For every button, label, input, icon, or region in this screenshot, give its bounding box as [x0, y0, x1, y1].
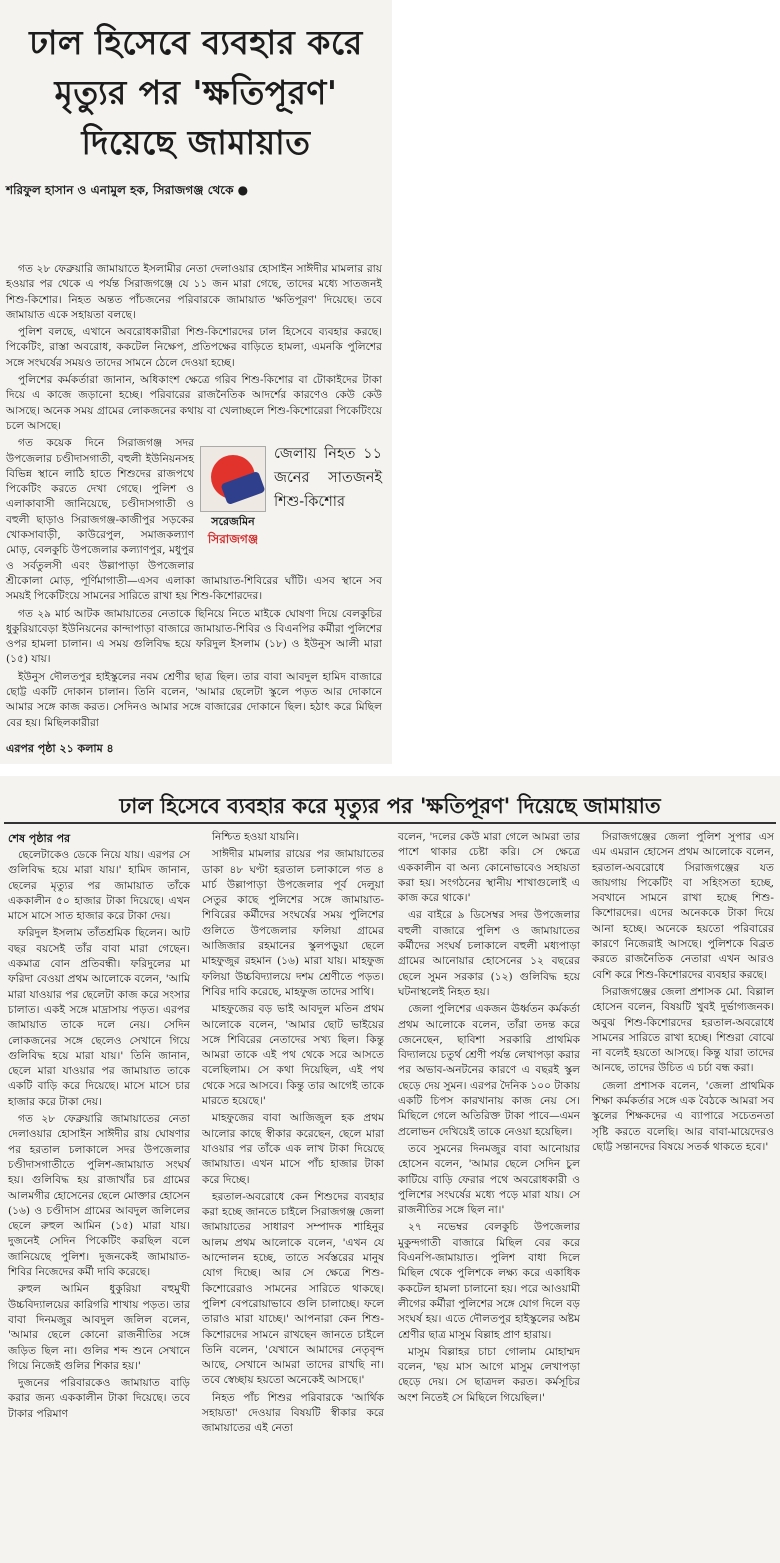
paragraph: নিশ্চিত হওয়া যায়নি। — [212, 831, 299, 843]
paragraph: দুজনের পরিবারকেও জামায়াত বাড়ি করার জন্য এককালীন টাকা দিয়েছে। তবে টাকার পরিমাণ — [8, 1377, 190, 1420]
paragraph: সিরাজগঞ্জের জেলা পুলিশ সুপার এস এম এমরান হোসেন প্রথম আলোকে বলেন, হরতাল-অবরোধে সিরাজগঞ্জের যত জায়গায় পিকেটিং বা সহিংসতা হচ্ছে, সবখানে সামনে রাখা হচ্ছে শিশু-কিশোরদের। এদের অনেককে টাকা দিয়ে আনা হচ্ছে। অনেকে হয়তো পরিবারের কারণে নিজেরাই আসছে। পুলিশকে বিব্রত করতে রাজনৈতিক নেতারা এখন আরও বেশি করে শিশু-কিশোরদের ব্যবহার করছে। — [592, 831, 774, 981]
continuation-headline: ঢাল হিসেবে ব্যবহার করে মৃত্যুর পর 'ক্ষতিপূরণ' দিয়েছে জামায়াত — [119, 793, 661, 818]
article-body — [6, 262, 382, 733]
column-2 — [202, 830, 384, 1439]
continued-from-label: শেষ পৃষ্ঠার পর — [8, 832, 71, 845]
paragraph: গত ২৮ ফেব্রুয়ারি জামায়াতে ইসলামীর নেতা দেলাওয়ার হোসাইন সাঈদীর মামলার রায় হওয়ার পর থেকে এ পর্যন্ত সিরাজগঞ্জে যে ১১ জন মারা গেছে, তাদের মধ্যে সাতজনই শিশু-কিশোর। নিহত অন্তত পাঁচজনের পরিবারকে জামায়াত 'ক্ষতিপূরণ' দিয়েছে। তবে জামায়াত একে সহায়তা বলছে। — [6, 263, 382, 321]
paragraph: পুলিশের কর্মকর্তারা জানান, অধিকাংশ ক্ষেত্রে গরিব শিশু-কিশোর বা টোকাইদের টাকা দিয়ে এ কাজে জড়ানো হচ্ছে। পরিবারের রাজনৈতিক আদর্শের কারণেও কেউ কেউ আসছে। অনেক সময় গ্রামের লোকজনের কথায় বা খেলাচ্ছলে শিশু-কিশোরেরা পিকেটিংয়ে চলে আসছে। — [6, 374, 382, 432]
paragraph: ২৭ নভেম্বর বেলকুচি উপজেলার মুকুন্দগাতী বাজারে মিছিল বের করে বিএনপি-জামায়াত। পুলিশ বাধা দিলে মিছিল থেকে পুলিশকে লক্ষ্য করে একাধিক ককটেল হামলা চালানো হয়। পরে আওয়ামী লীগের কর্মীরা পুলিশের সঙ্গে যোগ দিলে বড় সংঘর্ষ হয়। এতে দৌলতপুর হাইস্কুলের অষ্টম শ্রেণীর ছাত্র মাসুম বিল্লাহ প্রাণ হারায়। — [398, 1221, 580, 1341]
paragraph: পুলিশ বলছে, এখানে অবরোধকারীরা শিশু-কিশোরদের ঢাল হিসেবে ব্যবহার করছে। পিকেটিং, রাস্তা অবরোধ, ককটেল নিক্ষেপ, প্রতিপক্ষের বাড়িতে হামলা, এমনকি পুলিশের সঙ্গে সংঘর্ষের সময়ও তাদের সামনে ঠেলে দেওয়া হচ্ছে। — [6, 326, 382, 369]
paragraph: গত ২৯ মার্চ আটক জামায়াতের নেতাকে ছিনিয়ে নিতে মাইকে ঘোষণা দিয়ে বেলকুচির ধুকুরিয়াবেড়া ইউনিয়নের কান্দাপাড়া বাজারে জামায়াত-শিবির ও বিএনপির কর্মীরা পুলিশের ওপর হামলা চালান। এ সময় গুলিবিদ্ধ হয়ে ফরিদুল ইসলাম (১৮) ও ইউনুস আলী মারা (১৫) যায়। — [6, 607, 382, 666]
paragraph: সাঈদীর মামলার রায়ের পর জামায়াতের ডাকা ৪৮ ঘণ্টা হরতাল চলাকালে গত ৪ মার্চ উল্লাপাড়া উপজেলার পূর্ব দেলুয়া সেতুর কাছে পুলিশের সঙ্গে জামায়াত-শিবিরের কর্মীদের সংঘর্ষের সময় পুলিশের গুলিতে উপজেলার ফলিয়া গ্রামের আজিজার রহমানের স্কুলপড়ুয়া ছেলে মাহফুজুর রহমান (১৬) মারা যায়। মাহফুজ ফলিয়া উচ্চবিদ্যালয়ে দশম শ্রেণীতে পড়ত। শিবির দাবি করেছে, মাহফুজ তাদের সাথি। — [202, 848, 384, 998]
byline: শরিফুল হাসান ও এনামুল হক, সিরাজগঞ্জ থেকে ● — [6, 183, 249, 197]
divider — [4, 822, 776, 824]
paragraph: গত কয়েক দিনে সিরাজগঞ্জ সদর উপজেলার চণ্ডীদাসগাতী, বহুলী ইউনিয়নসহ বিভিন্ন স্থানে লাঠি হাতে শিশুদের রাজপথে পিকেটিং করতে দেখা গেছে। পুলিশ ও এলাকাবাসী জানিয়েছে, চণ্ডীদাসগাতী ও বহুলী ছাড়াও সিরাজগঞ্জ-কাজীপুর সড়কের খোকসাবাড়ী, কাউরেপুল, সমাজকল্যাণ মোড়, বেলকুচি উপজেলার কল্যাণপুর, মধুপুর ও সর্বতুলসী এবং উল্লাপাড়া উপজেলার শ্রীকোলা মোড়, পূর্ণিমাগাতী—এসব এলাকা জামায়াত-শিবিরের ঘাঁটি। এসব স্থানে সব সময়ই পিকেটিংয়ে সামনের সারিতে রাখা হয় শিশু-কিশোরদের। — [6, 437, 382, 603]
paragraph: জেলা পুলিশের একজন ঊর্ধ্বতন কর্মকর্তা প্রথম আলোকে বলেন, তাঁরা তদন্ত করে জেনেছেন, ছাবিশা সরকারি প্রাথমিক বিদ্যালয়ে চতুর্থ শ্রেণী পর্যন্ত লেখাপড়া করার পর অভাব-অনটনের কারণে এ বছরই স্কুল ছেড়ে দেয় সুমন। এরপর দৈনিক ১০০ টাকায় একটি চিপস কারখানায় কাজ নেয় সে। মিছিলে গেলে অতিরিক্ত টাকা পাবে—এমন প্রলোভন দেখিয়েই তাকে নেওয়া হয়েছিল। — [398, 1003, 580, 1138]
paragraph: ছেলেটাকেও ডেকে নিয়ে যায়। এরপর সে গুলিবিদ্ধ হয়ে মারা যায়।' হামিদ জানান, ছেলের মৃত্যুর পর জামায়াত তাঁকে এককালীন ৫০ হাজার টাকা দিয়েছে। এখন মাসে মাসে সাত হাজার করে টাকা দেয়। — [8, 849, 190, 923]
paragraph: রুহুল আমিন ধুকুরিয়া বহুমুখী উচ্চবিদ্যালয়ের কারিগরি শাখায় পড়ত। তার বাবা দিনমজুর আবদুল জলিল বলেন, 'আমার ছেলে কোনো রাজনীতির সঙ্গে জড়িত ছিল না। গুলির শব্দ শুনে সেখানে গিয়ে নিজেই গুলির শিকার হয়।' — [8, 1283, 190, 1372]
paragraph: জেলা প্রশাসক বলেন, 'জেলা প্রাথমিক শিক্ষা কর্মকর্তার সঙ্গে এক বৈঠকে আমরা সব স্কুলের শিক্ষকদের এ ব্যাপারে সচেতনতা সৃষ্টি করতে বলেছি। আর বাবা-মায়েদেরও ছোট্ট সন্তানদের বিষয়ে সতর্ক থাকতে হবে।' — [592, 1079, 774, 1153]
paragraph: ইউনুস দৌলতপুর হাইস্কুলের নবম শ্রেণীর ছাত্র ছিল। তার বাবা আবদুল হামিদ বাজারে ছোট্ট একটি দোকান চালান। তিনি বলেন, 'আমার ছেলেটা স্কুলে পড়ত আর দোকানে আমার সঙ্গে কাজ করত। সেদিনও আমার সঙ্গে বাজারের দোকানে ছিল। হঠাৎ করে মিছিল বের হয়। মিছিলকারীরা — [6, 670, 382, 729]
paragraph: তবে সুমনের দিনমজুর বাবা আনোয়ার হোসেন বলেন, 'আমার ছেলে সেদিন চুল কাটিয়ে বাড়ি ফেরার পথে অবরোধকারী ও পুলিশের সংঘর্ষের মধ্যে পড়ে মারা যায়। সে রাজনীতির সঙ্গে ছিল না।' — [398, 1142, 580, 1217]
front-page-clipping — [0, 0, 392, 764]
inset-box — [200, 440, 382, 568]
paragraph: নিহত পাঁচ শিশুর পরিবারকে 'আর্থিক সহায়তা' দেওয়ার বিষয়টি স্বীকার করে জামায়াতের এই নেতা — [202, 1391, 384, 1435]
on-the-spot-logo — [200, 446, 266, 512]
column-4 — [592, 830, 774, 1157]
paragraph: এর বাইরে ৯ ডিসেম্বর সদর উপজেলার বহুলী বাজারে পুলিশ ও জামায়াতের কর্মীদের সংঘর্ষ চলাকালে বহুলী মধ্যপাড়া গ্রামের আনোয়ার হোসেনের ১২ বছরের ছেলে সুমন সরকার (১২) গুলিবিদ্ধ হয়ে ঘটনাস্থলেই নিহত হয়। — [398, 909, 580, 998]
headline-line: মৃত্যুর পর 'ক্ষতিপূরণ' — [54, 73, 338, 112]
paragraph: বলেন, 'দলের কেউ মারা গেলে আমরা তার পাশে থাকার চেষ্টা করি। সে ক্ষেত্রে এককালীন বা অন্য কোনোভাবেও সহায়তা করা হয়। সংগঠনের স্থানীয় শাখাগুলোই এ কাজ করে থাকে।' — [398, 831, 580, 905]
continued-on-line: এরপর পৃষ্ঠা ২১ কলাম ৪ — [6, 742, 114, 755]
paragraph: মাহফুজের বড় ভাই আবদুল মতিন প্রথম আলোকে বলেন, 'আমার ছোট ভাইয়ের সঙ্গে শিবিরের নেতাদের সখ্য ছিল। কিন্তু আমরা তাকে এই পথ থেকে সরে আসতে বলেছিলাম। সে কথা দিয়েছিল, এই পথ থেকে সরে আসবে। কিন্তু তার আগেই তাকে মারতে হয়েছে।' — [202, 1003, 384, 1108]
paragraph: মাসুম বিল্লাহর চাচা গোলাম মোহাম্মদ বলেন, 'ছয় মাস আগে মাসুম লেখাপড়া ছেড়ে দেয়। সে ছাত্রদল করত। কর্মসূচির অংশ নিতেই সে মিছিলে গিয়েছিল।' — [398, 1345, 580, 1404]
inset-kicker: সরেজমিন — [211, 515, 255, 529]
inset-headline: জেলায় নিহত ১১ জনের সাতজনই শিশু-কিশোর — [274, 446, 382, 511]
headline — [0, 0, 392, 168]
headline-line: দিয়েছে জামায়াত — [81, 123, 311, 162]
paragraph: মাহফুজের বাবা আজিজুল হক প্রথম আলোর কাছে স্বীকার করেছেন, ছেলে মারা যাওয়ার পর তাঁকে এক লাখ টাকা দিয়েছে জামায়াত। এখন মাসে পাঁচ হাজার টাকা করে দিচ্ছে। — [202, 1112, 384, 1186]
column-1 — [8, 848, 190, 1424]
headline-line: ঢাল হিসেবে ব্যবহার করে — [29, 23, 363, 62]
paragraph: ফরিদুল ইসলাম তাঁতশ্রমিক ছিলেন। আট বছর বয়সেই তাঁর বাবা মারা গেছেন। একমাত্র বোন প্রতিবন্ধী। ফরিদুলের মা ফরিদা বেওয়া প্রথম আলোকে বলেন, 'আমি মারা যাওয়ার পর ছেলেটা কাজ করে সংসার চালাত। একই সঙ্গে মাদ্রাসায় পড়ত। এরপর জামায়াত তাকে দলে নেয়। সেদিন লোকজনের সঙ্গে ছেলেও সেখানে গিয়ে গুলিবিদ্ধ হয়ে মারা যায়।' তিনি জানান, ছেলে মারা যাওয়ার পর জামায়াত তাকে একটি বাড়ি করে দিয়েছে। মাসে মাসে চার হাজার করে টাকা দেয়। — [8, 927, 190, 1108]
paragraph: গত ২৮ ফেব্রুয়ারি জামায়াতের নেতা দেলাওয়ার হোসাইন সাঈদীর রায় ঘোষণার পর হরতাল চলাকালে সদর উপজেলার চণ্ডীদাসগাতীতে পুলিশ-জামায়াত সংঘর্ষ হয়। গুলিবিদ্ধ হয় রাজাখাঁর চর গ্রামের আলমগীর হোসেনের ছেলে মোক্তার হোসেন (১৬) ও চণ্ডীদাস গ্রামের আবদুল জলিলের ছেলে রুহুল আমিন (১৫) মারা যায়। দুজনেই সেদিন পিকেটিং করছিল বলে জানিয়েছে পুলিশ। দুজনকেই জামায়াত-শিবির নিজেদের কর্মী দাবি করেছে। — [8, 1113, 190, 1279]
continuation-clipping — [0, 776, 780, 1563]
paragraph: সিরাজগঞ্জের জেলা প্রশাসক মো. বিল্লাল হোসেন বলেন, বিষয়টি খুবই দুর্ভাগ্যজনক। অবুঝ শিশু-কিশোরদের হরতাল-অবরোধে সামনের সারিতে রাখা হচ্ছে। শিশুরা বোঝে না বলেই হয়তো আসছে। কিন্তু যারা তাদের আনছে, তাদের উচিত এ চর্চা বন্ধ করা। — [592, 985, 774, 1075]
column-3 — [398, 830, 580, 1408]
inset-place: সিরাজগঞ্জ — [207, 532, 259, 547]
paragraph: হরতাল-অবরোধে কেন শিশুদের ব্যবহার করা হচ্ছে জানতে চাইলে সিরাজগঞ্জ জেলা জামায়াতের সাধারণ সম্পাদক শাহিনুর আলম প্রথম আলোকে বলেন, 'এখন যে আন্দোলন হচ্ছে, তাতে সর্বস্তরের মানুষ যোগ দিচ্ছে। আর সে ক্ষেত্রে শিশু-কিশোরেরাও সামনের সারিতে থাকছে। পুলিশ বেপরোয়াভাবে গুলি চালাচ্ছে। ফলে তারাও মারা যাচ্ছে।' আপনারা কেন শিশু-কিশোরদের সামনে রাখছেন জানতে চাইলে তিনি বলেন, 'যেখানে আমাদের নেতৃবৃন্দ আছে, সেখানে আমরা তাদের রাখছি না। তবে স্বেচ্ছায় হয়তো অনেকেই আসছে।' — [202, 1190, 384, 1387]
